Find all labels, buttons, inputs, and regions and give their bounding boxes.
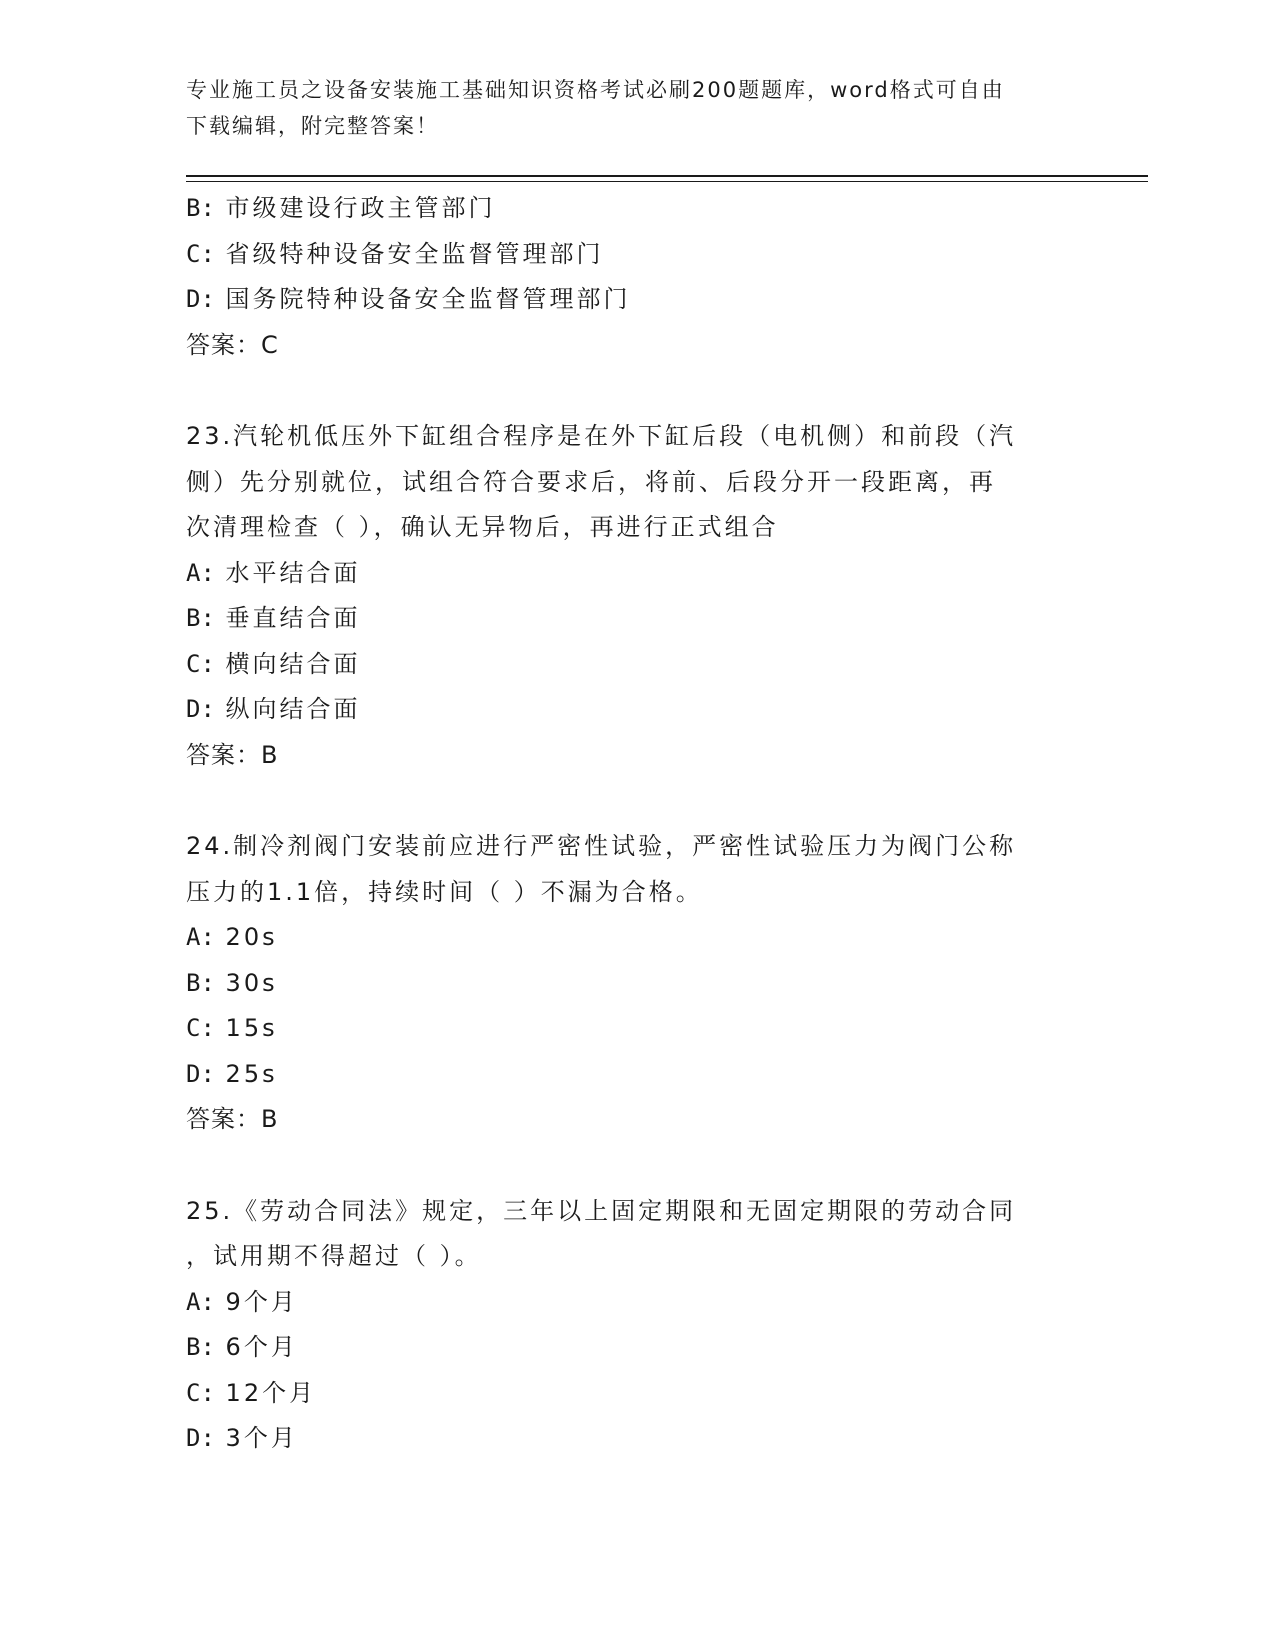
question-stem	[186, 1189, 1086, 1280]
question-23	[186, 414, 1086, 778]
option-c: C: 15s	[186, 1014, 278, 1042]
option-d: D: 纵向结合面	[186, 695, 361, 723]
stem-line: 25.《劳动合同法》规定，三年以上固定期限和无固定期限的劳动合同	[186, 1196, 1017, 1225]
answer-text: 答案：B	[186, 740, 279, 769]
question-stem	[186, 414, 1086, 551]
option-a: A: 9个月	[186, 1287, 298, 1316]
option-b: B: 市级建设行政主管部门	[186, 194, 496, 222]
answer-text: 答案：C	[186, 330, 279, 359]
stem-line: 侧）先分别就位，试组合符合要求后，将前、后段分开一段距离，再	[186, 467, 996, 496]
document-header	[186, 72, 1086, 144]
option-b: B: 6个月	[186, 1333, 298, 1361]
header-line-2: 下载编辑，附完整答案！	[186, 114, 439, 138]
question-content	[186, 186, 1086, 1462]
spacer	[186, 1143, 1086, 1189]
answer-text: 答案：B	[186, 1105, 279, 1133]
stem-line: 24.制冷剂阀门安装前应进行严密性试验，严密性试验压力为阀门公称	[186, 832, 1017, 860]
question-stem	[186, 824, 1086, 915]
question-22-continued	[186, 186, 1086, 368]
option-b: B: 垂直结合面	[186, 604, 361, 632]
header-divider-thin	[186, 181, 1148, 182]
spacer	[186, 778, 1086, 824]
option-d: D: 3个月	[186, 1424, 298, 1452]
header-line-1: 专业施工员之设备安装施工基础知识资格考试必刷200题题库，word格式可自由	[186, 78, 1005, 102]
option-c: C: 省级特种设备安全监督管理部门	[186, 239, 604, 268]
option-c: C: 横向结合面	[186, 649, 361, 678]
stem-line: 次清理检查（ ），确认无异物后，再进行正式组合	[186, 513, 779, 541]
option-d: D: 国务院特种设备安全监督管理部门	[186, 285, 631, 313]
spacer	[186, 368, 1086, 414]
question-25	[186, 1189, 1086, 1462]
option-b: B: 30s	[186, 968, 278, 997]
stem-line: 压力的1.1倍，持续时间（ ）不漏为合格。	[186, 877, 703, 906]
option-d: D: 25s	[186, 1059, 278, 1088]
question-24	[186, 824, 1086, 1143]
stem-line: 23.汽轮机低压外下缸组合程序是在外下缸后段（电机侧）和前段（汽	[186, 422, 1017, 450]
header-divider-thick	[186, 175, 1148, 177]
option-a: A: 水平结合面	[186, 558, 361, 587]
option-c: C: 12个月	[186, 1378, 317, 1407]
option-a: A: 20s	[186, 923, 278, 951]
stem-line: ，试用期不得超过（ ）。	[186, 1242, 482, 1270]
